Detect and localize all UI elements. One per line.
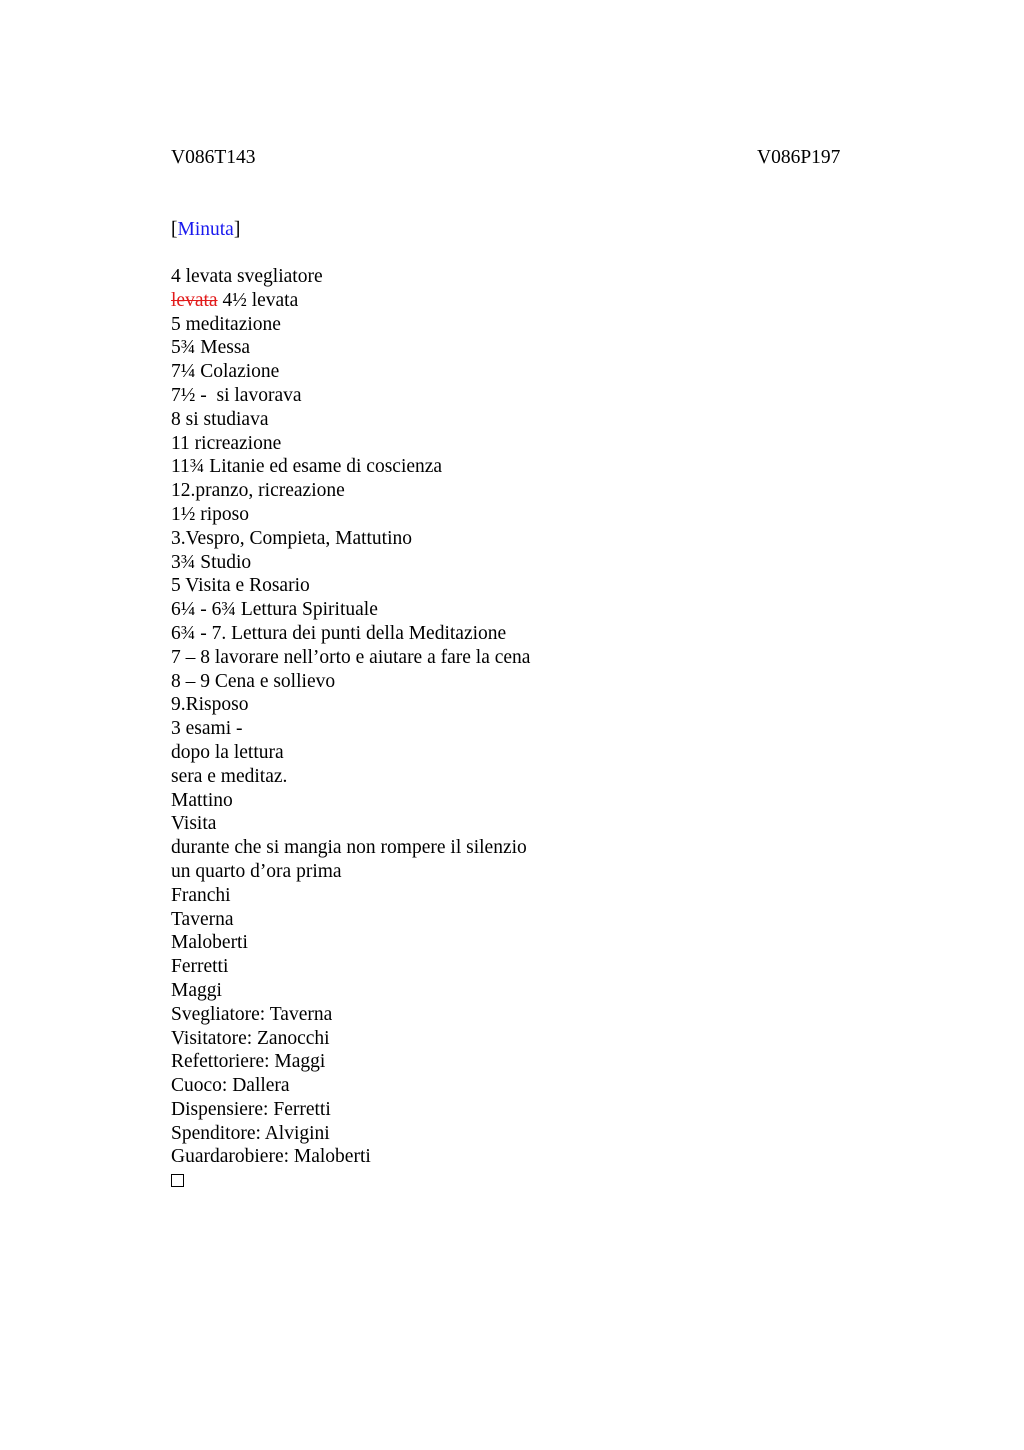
text-line: 6¼ - 6¾ Lettura Spirituale [171, 599, 378, 621]
schedule-text [171, 265, 871, 1193]
text-lines [171, 313, 871, 1170]
text-line: Maloberti [171, 932, 248, 954]
text-line: un quarto d’ora prima [171, 860, 342, 882]
text-line: 3¾ Studio [171, 551, 252, 573]
text-line: Cuoco: Dallera [171, 1075, 290, 1097]
text-line [171, 289, 871, 313]
text-line: durante che si mangia non rompere il silenzio [171, 837, 527, 859]
text-line: Guardarobiere: Maloberti [171, 1146, 371, 1168]
text-line: 11¾ Litanie ed esame di coscienza [171, 456, 443, 478]
text-line: Ferretti [171, 956, 229, 978]
text-line: dopo la lettura [171, 741, 284, 763]
text-line: 5 Visita e Rosario [171, 575, 310, 597]
text-line: 5 meditazione [171, 313, 281, 335]
bracket-open: [ [171, 219, 178, 240]
text-line: Refettoriere: Maggi [171, 1051, 326, 1073]
text-line: Spenditore: Alvigini [171, 1122, 330, 1144]
text-line: 7¼ Colazione [171, 361, 280, 383]
text-line: sera e meditaz. [171, 765, 288, 787]
struck-text: levata [171, 289, 218, 311]
text-line: Mattino [171, 789, 233, 811]
text-line: Franchi [171, 884, 231, 906]
document-code-left: V086T143 [171, 147, 256, 168]
text-line: 12.pranzo, ricreazione [171, 480, 345, 502]
text-line: Visitatore: Zanocchi [171, 1027, 330, 1049]
text-line: 3 esami - [171, 718, 243, 740]
text-line: Dispensiere: Ferretti [171, 1098, 331, 1120]
text-line: 9.Risposo [171, 694, 249, 716]
text-line: Maggi [171, 979, 222, 1001]
text-line: 8 si studiava [171, 408, 269, 430]
draft-link[interactable]: Minuta [177, 219, 234, 240]
draft-note [171, 218, 240, 242]
text-line: 8 – 9 Cena e sollievo [171, 670, 336, 692]
text-line: 1½ riposo [171, 503, 249, 525]
end-mark [171, 1169, 871, 1193]
text-segment: 4½ levata [217, 289, 299, 311]
text-line: 7½ - si lavorava [171, 384, 302, 406]
text-line: 7 – 8 lavorare nell’orto e aiutare a fare la cena [171, 646, 531, 668]
text-line: 3.Vespro, Compieta, Mattutino [171, 527, 413, 549]
text-line: Svegliatore: Taverna [171, 1003, 333, 1025]
text-line: 4 levata svegliatore [171, 266, 323, 287]
empty-square-icon [171, 1174, 184, 1187]
text-line: Visita [171, 813, 217, 835]
bracket-close: ] [233, 219, 241, 240]
document-code-right: V086P197 [757, 147, 841, 168]
text-line: 11 ricreazione [171, 432, 282, 454]
text-line: Taverna [171, 908, 234, 930]
text-line: 5¾ Messa [171, 337, 251, 359]
text-line: 6¾ - 7. Lettura dei punti della Meditazione [171, 622, 507, 644]
